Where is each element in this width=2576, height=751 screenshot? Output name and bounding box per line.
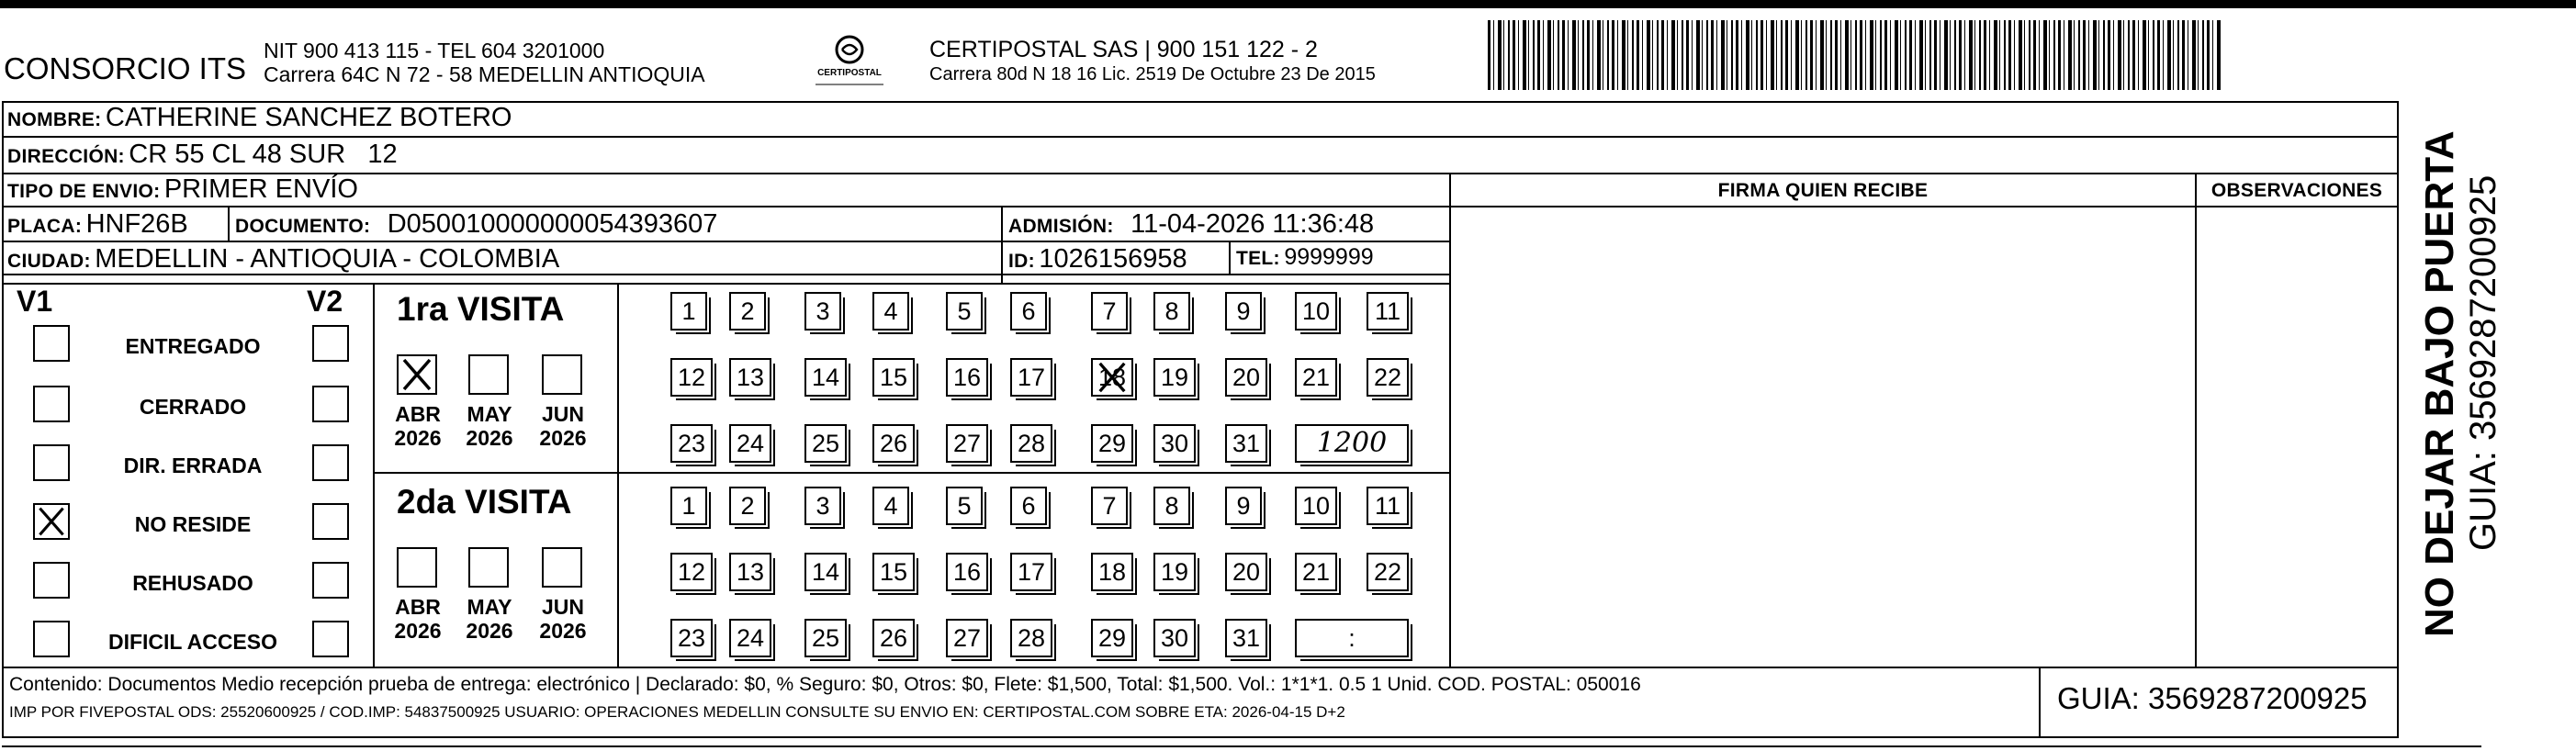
day-number: 23 bbox=[677, 624, 706, 652]
day-box[interactable] bbox=[946, 487, 983, 525]
day-number: 1 bbox=[681, 492, 696, 520]
month-year: 2026 bbox=[539, 426, 587, 450]
status-reason-label: ENTREGADO bbox=[125, 334, 261, 358]
placa-label: PLACA: bbox=[7, 216, 83, 237]
cell-divider bbox=[228, 206, 230, 241]
day-box[interactable] bbox=[729, 424, 771, 463]
bottom-border bbox=[2, 745, 2481, 747]
row-ciudad bbox=[7, 244, 559, 275]
section-divider bbox=[617, 283, 619, 668]
day-box[interactable] bbox=[729, 619, 771, 657]
month-year: 2026 bbox=[394, 426, 442, 450]
day-number: 9 bbox=[1236, 492, 1251, 520]
day-box[interactable] bbox=[1295, 553, 1337, 591]
firma-label: FIRMA QUIEN RECIBE bbox=[1717, 180, 1929, 201]
row-nombre bbox=[7, 103, 512, 133]
day-box[interactable] bbox=[1225, 619, 1267, 657]
cell-documento bbox=[235, 209, 717, 240]
side-guia: GUIA: 3569287200925 bbox=[2463, 174, 2503, 551]
day-number: 17 bbox=[1017, 558, 1046, 586]
month-year: 2026 bbox=[466, 619, 513, 643]
day-box[interactable] bbox=[1010, 619, 1052, 657]
day-box[interactable] bbox=[872, 487, 909, 525]
day-number: 2 bbox=[740, 492, 755, 520]
day-number: 10 bbox=[1301, 297, 1331, 325]
status-reason-label: NO RESIDE bbox=[134, 512, 252, 536]
footer-divider-v bbox=[2039, 667, 2041, 738]
v2-checkbox[interactable] bbox=[312, 386, 349, 422]
day-box[interactable] bbox=[1153, 358, 1196, 397]
v1-label: V1 bbox=[17, 285, 53, 318]
day-box[interactable] bbox=[946, 553, 988, 591]
day-cross-mark bbox=[1093, 360, 1131, 395]
ciudad-value: MEDELLIN - ANTIOQUIA - COLOMBIA bbox=[95, 244, 560, 274]
month-checkbox[interactable] bbox=[542, 547, 582, 588]
day-box[interactable] bbox=[1367, 292, 1409, 331]
direccion-value: CR 55 CL 48 SUR 12 bbox=[129, 140, 398, 169]
month-checkbox[interactable] bbox=[397, 354, 437, 395]
day-box[interactable] bbox=[729, 487, 766, 525]
day-box[interactable] bbox=[670, 487, 707, 525]
day-box[interactable] bbox=[1367, 553, 1409, 591]
day-number: 20 bbox=[1232, 558, 1261, 586]
day-box[interactable] bbox=[1091, 487, 1128, 525]
month-name: JUN bbox=[541, 402, 584, 426]
day-number: 30 bbox=[1160, 430, 1189, 457]
month-name: JUN bbox=[541, 595, 584, 619]
day-number: 27 bbox=[952, 624, 982, 652]
tipo-label: TIPO DE ENVIO: bbox=[7, 181, 161, 202]
footer-line2: IMP POR FIVEPOSTAL ODS: 25520600925 / COD.IMP: 54837500925 USUARIO: OPERACIONES MEDELLIN CONSULTE SU ENVIO EN: CERTIPOSTAL.COM SOBRE ETA: 2026-04-15 D+2 bbox=[9, 703, 1345, 721]
status-reason-label: CERRADO bbox=[139, 395, 247, 419]
time-box[interactable] bbox=[1295, 424, 1409, 463]
day-box[interactable] bbox=[1225, 553, 1267, 591]
day-number: 18 bbox=[1097, 364, 1127, 391]
v1-checkbox[interactable] bbox=[33, 325, 70, 362]
day-number: 8 bbox=[1164, 297, 1179, 325]
day-box[interactable] bbox=[1091, 292, 1128, 331]
month-label bbox=[531, 595, 595, 643]
day-box[interactable] bbox=[804, 424, 847, 463]
v1-checkbox[interactable] bbox=[33, 386, 70, 422]
month-name: MAY bbox=[467, 402, 512, 426]
day-number: 17 bbox=[1017, 364, 1046, 391]
column-divider bbox=[1449, 173, 1451, 668]
day-number: 28 bbox=[1017, 430, 1046, 457]
day-box[interactable] bbox=[872, 553, 915, 591]
time-value: : bbox=[1348, 624, 1355, 652]
row-divider bbox=[2, 173, 2399, 174]
day-box[interactable] bbox=[1153, 553, 1196, 591]
day-box[interactable] bbox=[1295, 487, 1337, 525]
day-number: 10 bbox=[1301, 492, 1331, 520]
month-label bbox=[457, 402, 522, 450]
day-box[interactable] bbox=[804, 292, 841, 331]
day-box[interactable] bbox=[946, 619, 988, 657]
day-number: 5 bbox=[957, 297, 972, 325]
day-number: 3 bbox=[816, 297, 830, 325]
row-divider bbox=[2, 241, 1451, 242]
ciudad-label: CIUDAD: bbox=[7, 251, 91, 272]
day-number: 4 bbox=[883, 297, 898, 325]
day-number: 18 bbox=[1097, 558, 1127, 586]
v2-label: V2 bbox=[307, 285, 343, 318]
v2-checkbox[interactable] bbox=[312, 444, 349, 481]
day-number: 29 bbox=[1097, 430, 1127, 457]
row-direccion bbox=[7, 140, 398, 170]
month-year: 2026 bbox=[394, 619, 442, 643]
day-number: 9 bbox=[1236, 297, 1251, 325]
month-name: ABR bbox=[395, 402, 441, 426]
nit-line: NIT 900 413 115 - TEL 604 3201000 bbox=[264, 39, 605, 62]
second-visit-title: 2da VISITA bbox=[397, 483, 572, 521]
day-box[interactable] bbox=[1010, 487, 1047, 525]
month-checkbox[interactable] bbox=[542, 354, 582, 395]
barcode bbox=[1488, 20, 2222, 90]
status-reason-label: REHUSADO bbox=[132, 571, 253, 595]
status-reason-label: DIFICIL ACCESO bbox=[107, 630, 277, 654]
day-box[interactable] bbox=[1010, 424, 1052, 463]
v1-checkbox[interactable] bbox=[33, 621, 70, 657]
top-border bbox=[0, 0, 2576, 8]
company-name: CONSORCIO ITS bbox=[4, 51, 247, 85]
day-box[interactable] bbox=[1010, 358, 1052, 397]
day-box[interactable] bbox=[1153, 619, 1196, 657]
day-box[interactable] bbox=[1091, 358, 1133, 397]
nombre-label: NOMBRE: bbox=[7, 109, 102, 130]
footer-line1: Contenido: Documentos Medio recepción prueba de entrega: electrónico | Declarado: $0, % Seguro: $0, Otros: $0, Flete: $1,500, Total: $1,500. Vol.: 1*1*1. 0.5 1 Unid. COD. POSTAL: 050016 bbox=[9, 674, 1641, 695]
day-number: 19 bbox=[1160, 558, 1189, 586]
day-number: 11 bbox=[1374, 297, 1401, 325]
day-number: 20 bbox=[1232, 364, 1261, 391]
day-number: 15 bbox=[879, 558, 908, 586]
day-box[interactable] bbox=[1295, 358, 1337, 397]
day-number: 25 bbox=[811, 624, 840, 652]
day-number: 6 bbox=[1021, 297, 1036, 325]
day-box[interactable] bbox=[1225, 292, 1262, 331]
admision-label: ADMISIÓN: bbox=[1008, 216, 1114, 237]
v2-checkbox[interactable] bbox=[312, 621, 349, 657]
day-number: 28 bbox=[1017, 624, 1046, 652]
day-number: 6 bbox=[1021, 492, 1036, 520]
day-box[interactable] bbox=[1153, 487, 1190, 525]
day-box[interactable] bbox=[1153, 292, 1190, 331]
month-label bbox=[386, 595, 450, 643]
day-number: 16 bbox=[952, 558, 982, 586]
day-box[interactable] bbox=[1153, 424, 1196, 463]
observaciones-label: OBSERVACIONES bbox=[2210, 180, 2383, 201]
direccion-label: DIRECCIÓN: bbox=[7, 146, 125, 167]
day-box[interactable] bbox=[729, 292, 766, 331]
day-box[interactable] bbox=[1010, 553, 1052, 591]
day-number: 29 bbox=[1097, 624, 1127, 652]
time-box[interactable] bbox=[1295, 619, 1409, 657]
day-number: 31 bbox=[1232, 430, 1261, 457]
day-box[interactable] bbox=[1091, 553, 1133, 591]
cell-admision bbox=[1008, 209, 1374, 240]
v1-checkbox[interactable] bbox=[33, 562, 70, 599]
placa-value: HNF26B bbox=[85, 209, 188, 239]
logo-text: CERTIPOSTAL bbox=[817, 68, 882, 78]
day-number: 24 bbox=[736, 624, 765, 652]
day-number: 26 bbox=[879, 430, 908, 457]
day-box[interactable] bbox=[1225, 487, 1262, 525]
certipostal-logo bbox=[808, 33, 891, 90]
logo-icon bbox=[808, 33, 891, 90]
day-number: 24 bbox=[736, 430, 765, 457]
certipostal-address: Carrera 80d N 18 16 Lic. 2519 De Octubre 23 De 2015 bbox=[929, 64, 1376, 84]
tel-value: 9999999 bbox=[1284, 244, 1374, 270]
day-number: 31 bbox=[1232, 624, 1261, 652]
footer-guia: GUIA: 3569287200925 bbox=[2057, 681, 2368, 715]
day-box[interactable] bbox=[670, 424, 713, 463]
day-number: 2 bbox=[740, 297, 755, 325]
id-value: 1026156958 bbox=[1039, 244, 1187, 274]
day-number: 5 bbox=[957, 492, 972, 520]
address-line: Carrera 64C N 72 - 58 MEDELLIN ANTIOQUIA bbox=[264, 62, 705, 86]
day-number: 26 bbox=[879, 624, 908, 652]
month-label bbox=[386, 402, 450, 450]
day-number: 27 bbox=[952, 430, 982, 457]
section-divider bbox=[373, 472, 1451, 474]
month-year: 2026 bbox=[466, 426, 513, 450]
tel-label: TEL: bbox=[1236, 248, 1280, 269]
time-value: 1200 bbox=[1316, 427, 1388, 459]
day-box[interactable] bbox=[804, 553, 847, 591]
day-number: 13 bbox=[736, 558, 765, 586]
v1-checkbox[interactable] bbox=[33, 444, 70, 481]
day-box[interactable] bbox=[1367, 358, 1409, 397]
day-number: 21 bbox=[1301, 364, 1331, 391]
day-number: 14 bbox=[811, 364, 840, 391]
day-box[interactable] bbox=[946, 358, 988, 397]
first-visit-title: 1ra VISITA bbox=[397, 290, 565, 328]
day-number: 4 bbox=[883, 492, 898, 520]
day-box[interactable] bbox=[872, 358, 915, 397]
cell-divider bbox=[1001, 206, 1003, 283]
day-number: 11 bbox=[1374, 492, 1401, 520]
day-box[interactable] bbox=[1367, 487, 1409, 525]
day-number: 23 bbox=[677, 430, 706, 457]
day-box[interactable] bbox=[804, 358, 847, 397]
row-tipo bbox=[7, 174, 358, 205]
day-number: 21 bbox=[1301, 558, 1331, 586]
day-box[interactable] bbox=[729, 553, 771, 591]
month-checkbox[interactable] bbox=[397, 547, 437, 588]
row-divider bbox=[2, 206, 2399, 207]
day-box[interactable] bbox=[729, 358, 771, 397]
day-box[interactable] bbox=[670, 292, 707, 331]
day-number: 30 bbox=[1160, 624, 1189, 652]
day-number: 19 bbox=[1160, 364, 1189, 391]
section-divider bbox=[373, 283, 375, 668]
day-box[interactable] bbox=[670, 358, 713, 397]
month-label bbox=[531, 402, 595, 450]
day-number: 16 bbox=[952, 364, 982, 391]
x-mark-icon bbox=[399, 356, 435, 393]
tipo-value: PRIMER ENVÍO bbox=[163, 174, 358, 204]
day-number: 15 bbox=[879, 364, 908, 391]
day-box[interactable] bbox=[1225, 358, 1267, 397]
v2-checkbox[interactable] bbox=[312, 325, 349, 362]
x-mark-icon bbox=[1093, 360, 1131, 395]
certipostal-name: CERTIPOSTAL SAS | 900 151 122 - 2 bbox=[929, 37, 1318, 62]
day-box[interactable] bbox=[872, 619, 915, 657]
day-box[interactable] bbox=[946, 424, 988, 463]
month-year: 2026 bbox=[539, 619, 587, 643]
admision-value: 11-04-2026 11:36:48 bbox=[1131, 209, 1375, 239]
month-name: MAY bbox=[467, 595, 512, 619]
month-name: ABR bbox=[395, 595, 441, 619]
cell-tel bbox=[1236, 244, 1374, 271]
side-warning: NO DEJAR BAJO PUERTA bbox=[2417, 130, 2462, 637]
day-number: 22 bbox=[1373, 364, 1402, 391]
id-label: ID: bbox=[1008, 251, 1035, 272]
nombre-value: CATHERINE SANCHEZ BOTERO bbox=[105, 103, 512, 132]
day-number: 3 bbox=[816, 492, 830, 520]
day-box[interactable] bbox=[1225, 424, 1267, 463]
day-box[interactable] bbox=[670, 619, 713, 657]
day-box[interactable] bbox=[1091, 424, 1133, 463]
day-number: 22 bbox=[1373, 558, 1402, 586]
day-number: 1 bbox=[681, 297, 696, 325]
cell-id bbox=[1008, 244, 1187, 275]
v2-checkbox[interactable] bbox=[312, 562, 349, 599]
day-box[interactable] bbox=[946, 292, 983, 331]
cell-divider bbox=[1229, 241, 1231, 274]
day-number: 7 bbox=[1102, 492, 1117, 520]
status-reason-label: DIR. ERRADA bbox=[123, 454, 263, 477]
row-placa bbox=[7, 209, 188, 240]
day-box[interactable] bbox=[804, 487, 841, 525]
day-number: 7 bbox=[1102, 297, 1117, 325]
row-divider bbox=[2, 283, 1451, 285]
row-divider bbox=[2, 136, 2399, 138]
day-number: 14 bbox=[811, 558, 840, 586]
day-box[interactable] bbox=[670, 553, 713, 591]
month-label bbox=[457, 595, 522, 643]
day-number: 8 bbox=[1164, 492, 1179, 520]
day-box[interactable] bbox=[1295, 292, 1337, 331]
column-divider bbox=[2195, 173, 2197, 668]
day-number: 12 bbox=[677, 558, 706, 586]
v1-checkbox[interactable] bbox=[33, 503, 70, 540]
day-box[interactable] bbox=[804, 619, 847, 657]
documento-value: D050010000000054393607 bbox=[387, 209, 718, 239]
day-number: 25 bbox=[811, 430, 840, 457]
month-checkbox[interactable] bbox=[468, 547, 509, 588]
column-divider bbox=[2397, 101, 2399, 738]
day-box[interactable] bbox=[1091, 619, 1133, 657]
documento-label: DOCUMENTO: bbox=[235, 216, 371, 237]
day-number: 12 bbox=[677, 364, 706, 391]
x-mark-icon bbox=[35, 505, 68, 538]
day-box[interactable] bbox=[872, 292, 909, 331]
day-box[interactable] bbox=[872, 424, 915, 463]
day-number: 13 bbox=[736, 364, 765, 391]
month-checkbox[interactable] bbox=[468, 354, 509, 395]
day-box[interactable] bbox=[1010, 292, 1047, 331]
v2-checkbox[interactable] bbox=[312, 503, 349, 540]
